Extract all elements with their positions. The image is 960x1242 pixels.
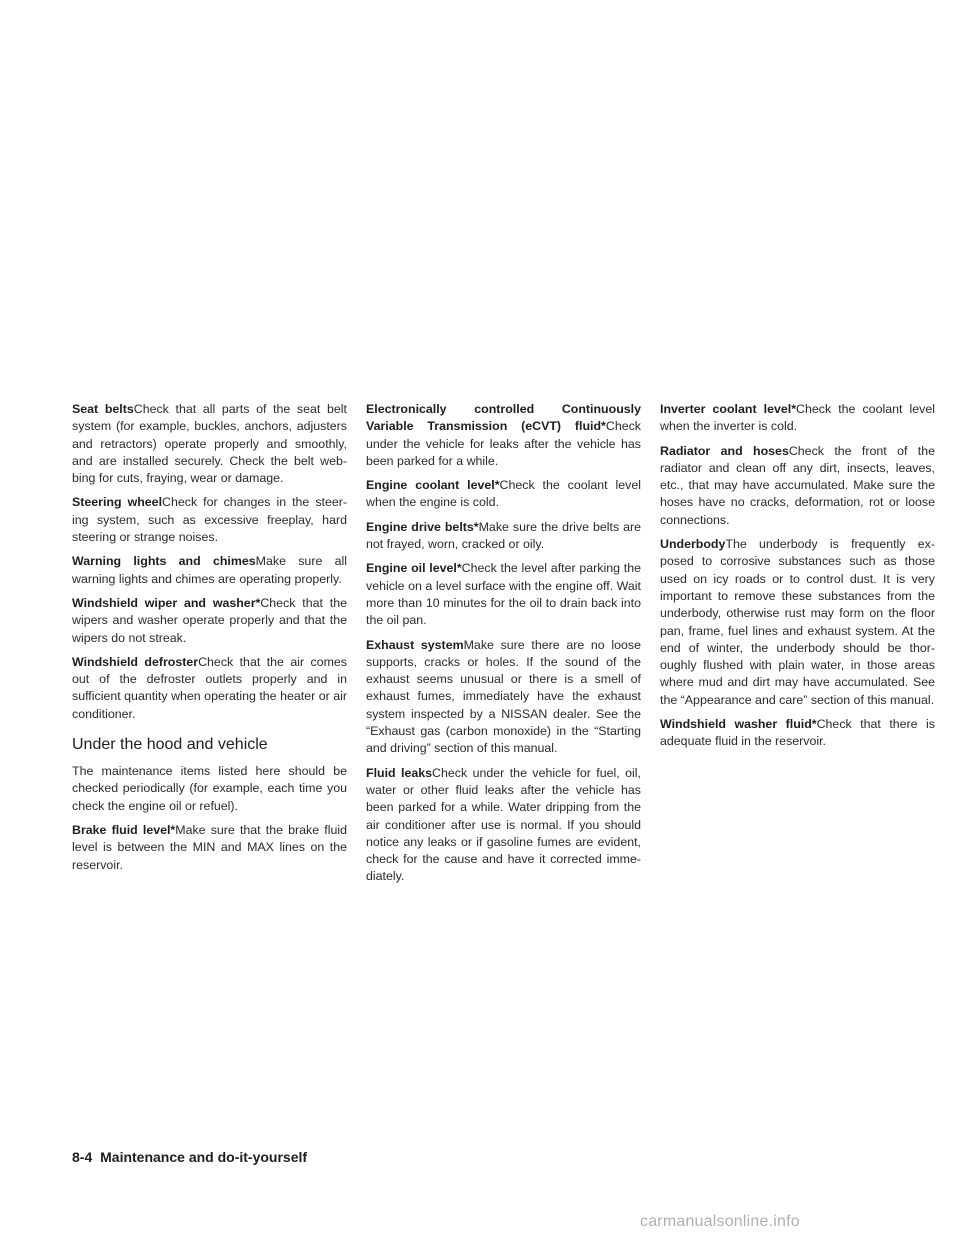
item-text: Make sure there are no loose supports, cracks or holes. If the sound of the exhaust seems unusual or there is a smell of exhaust fumes, immediately have the exhaust system inspected by a NISSAN dealer. See the “Exhaust gas (carbon monoxide) in the “Starting and driving” section of this manual. xyxy=(366,637,642,756)
column-1 xyxy=(72,401,347,893)
item-text: Check under the vehicle for fuel, oil, water or other fluid leaks after the vehicle has been parked for a while. Water dripping from the air conditioner after use is normal. If you should notice any leaks or if gasoline fumes are evident, check for the cause and have it corrected imme- diately. xyxy=(366,765,641,884)
column-3 xyxy=(660,401,935,893)
maintenance-item xyxy=(660,716,935,751)
maintenance-item xyxy=(366,765,641,886)
item-term: Engine coolant level* xyxy=(366,478,500,493)
item-term: Steering wheel xyxy=(72,495,163,510)
item-term: Engine oil level* xyxy=(366,561,462,576)
maintenance-item xyxy=(72,654,347,723)
item-text: Check under the vehicle for leaks after the vehicle has been parked for a while. xyxy=(366,419,641,468)
maintenance-item xyxy=(72,401,347,487)
item-text: Check that all parts of the seat belt system (for example, buckles, anchors, adjusters and retractors) operate properly and smoothly, and are installed securely. Check the belt web- bing for cuts, fraying, wear or damage. xyxy=(72,402,347,486)
maintenance-item xyxy=(660,443,935,529)
maintenance-item xyxy=(72,553,347,588)
item-text: Check that the wipers and washer operate properly and that the wipers do not streak. xyxy=(72,595,347,645)
item-term: Fluid leaks xyxy=(366,765,433,780)
item-term: Seat belts xyxy=(72,402,134,416)
item-term: Engine drive belts* xyxy=(366,519,479,534)
maintenance-item xyxy=(366,477,641,512)
maintenance-item xyxy=(366,560,641,629)
watermark: carmanualsonline.info xyxy=(640,1213,800,1230)
item-text: Make sure all warning lights and chimes are operating properly. xyxy=(72,554,347,586)
maintenance-item xyxy=(366,637,641,758)
text-columns xyxy=(72,401,936,893)
maintenance-item xyxy=(366,519,641,554)
item-term: Electronically controlled Continuously Variable Transmission (eCVT) fluid* xyxy=(366,402,641,434)
maintenance-item xyxy=(72,822,347,874)
item-text: Check that there is adequate fluid in the reservoir. xyxy=(660,717,935,749)
item-text: The underbody is frequently ex- posed to corrosive substances such as those used on icy roads or to control dust. It is very important to remove these substances from the underbody, otherwise rust may form on the floor pan, frame, fuel lines and exhaust system. At the end of winter, the underbody should be thor- oughly flushed with plain water, in those areas where mud and dirt may have accumulated. See the “Appearance and care” section of this manual. xyxy=(660,537,935,707)
section-title: Maintenance and do-it-yourself xyxy=(100,1149,308,1165)
maintenance-item xyxy=(660,536,935,709)
maintenance-item xyxy=(72,595,347,647)
item-term: Inverter coolant level* xyxy=(660,402,797,416)
item-term: Windshield wiper and washer* xyxy=(72,595,261,610)
body-paragraph xyxy=(72,763,347,815)
item-text: Check the level after parking the vehicle on a level surface with the engine off. Wait more than 10 minutes for the oil to drain back into the oil pan. xyxy=(366,561,641,628)
page-footer xyxy=(72,1148,307,1166)
item-text: Make sure that the brake fluid level is between the MIN and MAX lines on the reservoir. xyxy=(72,822,348,872)
item-text: Check for changes in the steer- ing system, such as excessive freeplay, hard steering or strange noises. xyxy=(72,495,347,545)
item-text: Check the coolant level when the inverter is cold. xyxy=(660,402,935,434)
item-term: Underbody xyxy=(660,537,726,552)
item-text: Check that the air comes out of the defroster outlets properly and in sufficient quantity when operating the heater or air conditioner. xyxy=(72,654,347,721)
item-term: Warning lights and chimes xyxy=(72,554,256,569)
section-heading: Under the hood and vehicle xyxy=(72,736,268,754)
item-term: Windshield washer fluid* xyxy=(660,717,817,732)
item-term: Exhaust system xyxy=(366,637,464,652)
item-text: Check the front of the radiator and clean off any dirt, insects, leaves, etc., that may have accumulated. Make sure the hoses have no cracks, deformation, rot or loose connections. xyxy=(660,443,936,527)
maintenance-item xyxy=(660,401,935,436)
maintenance-item xyxy=(366,401,641,470)
item-term: Radiator and hoses xyxy=(660,443,789,458)
column-2 xyxy=(366,401,641,893)
item-term: Brake fluid level* xyxy=(72,822,176,837)
maintenance-item xyxy=(72,494,347,546)
item-text: Check the coolant level when the engine is cold. xyxy=(366,478,641,510)
item-term: Windshield defroster xyxy=(72,654,199,669)
page-number: 8-4 xyxy=(72,1149,93,1165)
item-text: Make sure the drive belts are not frayed, worn, cracked or oily. xyxy=(366,519,642,552)
item-text: The maintenance items listed here should be checked periodically (for example, each time you check the engine oil or refuel). xyxy=(72,764,347,813)
